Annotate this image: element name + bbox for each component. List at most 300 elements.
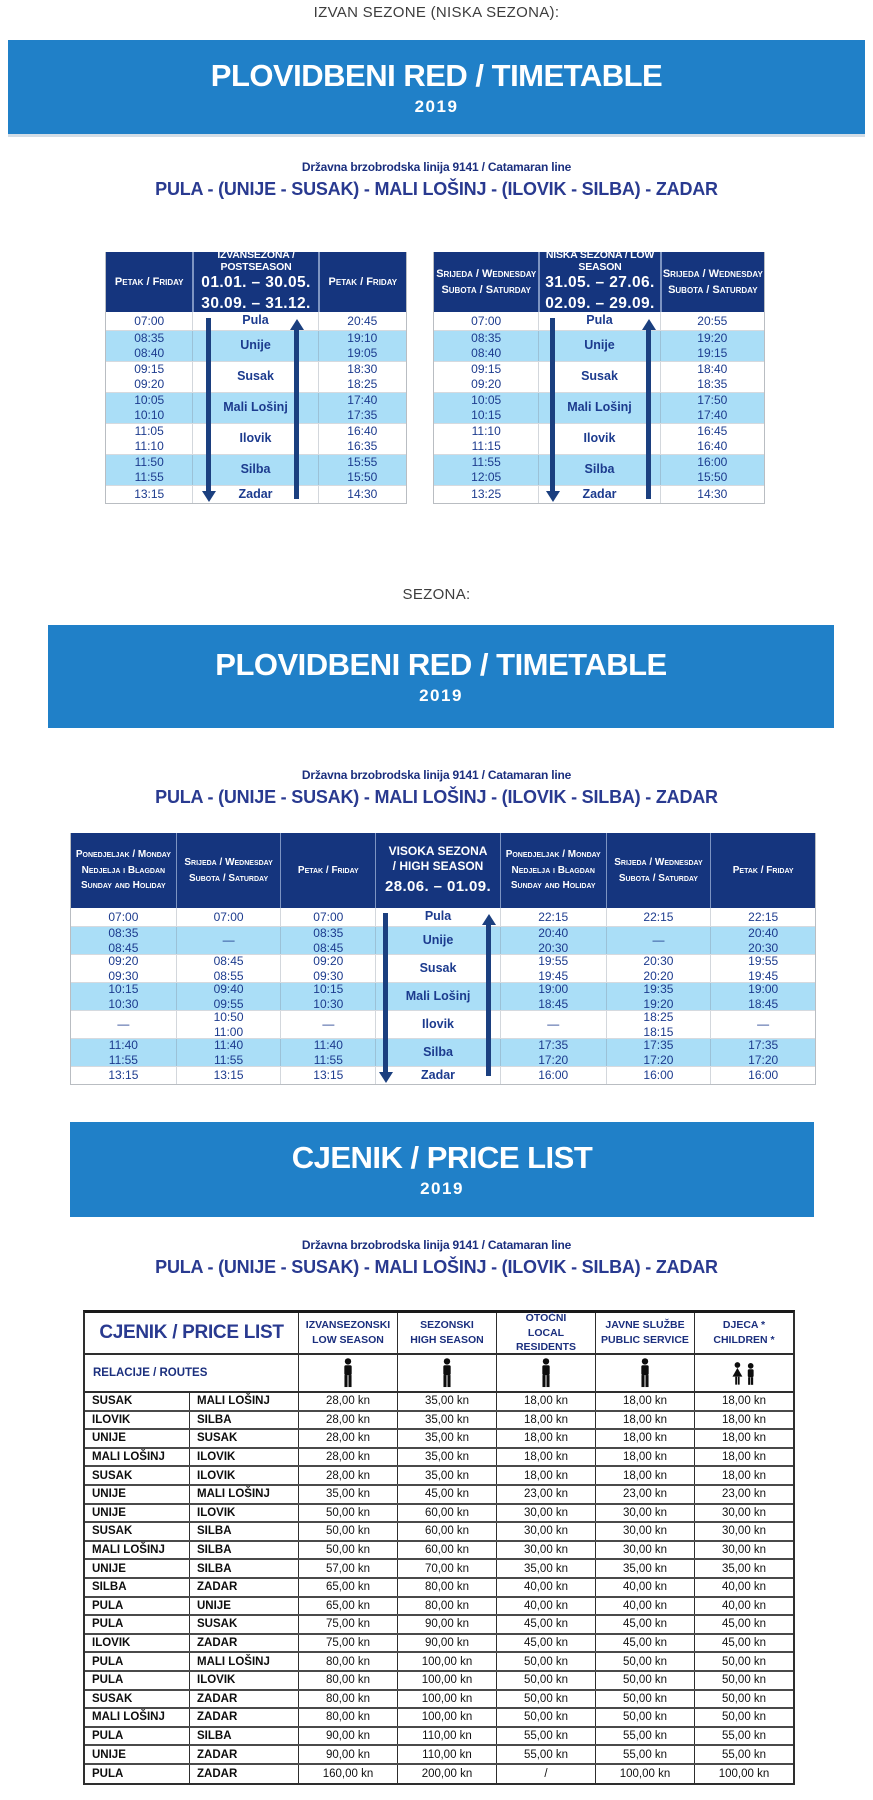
category-children xyxy=(694,1313,793,1353)
price-value: 45,00 kn xyxy=(595,1635,694,1652)
price-value: 65,00 kn xyxy=(298,1598,397,1615)
price-value: 30,00 kn xyxy=(595,1505,694,1522)
price-value: 35,00 kn xyxy=(397,1412,496,1429)
price-row xyxy=(85,1579,793,1598)
route-from: UNIJE xyxy=(92,1506,126,1519)
return-times xyxy=(710,908,815,926)
route-to: SILBA xyxy=(189,1412,298,1429)
time-value: 17:20 xyxy=(748,1052,779,1067)
route-to: MALI LOŠINJ xyxy=(189,1393,298,1410)
price-value: 18,00 kn xyxy=(595,1393,694,1410)
departure-times xyxy=(280,1067,375,1084)
price-value: 40,00 kn xyxy=(496,1598,595,1615)
text-line: LOCAL RESIDENTS xyxy=(515,1326,577,1354)
time-value: 16:00 xyxy=(643,1068,674,1083)
route-from: PULA xyxy=(92,1674,124,1687)
day-header-outbound xyxy=(434,252,538,312)
price-value: 40,00 kn xyxy=(694,1598,793,1615)
time-value: 10:10 xyxy=(134,408,165,422)
timetable-body xyxy=(106,312,406,503)
price-value: 90,00 kn xyxy=(397,1616,496,1633)
time-value: 20:30 xyxy=(643,953,674,968)
departure-times xyxy=(434,393,538,423)
time-value: 16:00 xyxy=(697,455,728,470)
station-cell xyxy=(375,1067,500,1084)
return-times xyxy=(710,955,815,982)
timetable-row xyxy=(71,908,815,926)
station-cell xyxy=(375,1011,500,1038)
route-to: ZADAR xyxy=(189,1765,298,1784)
departure-times xyxy=(176,908,281,926)
departure-times xyxy=(106,486,192,503)
time-value: 16:00 xyxy=(748,1068,779,1083)
time-value: 18:40 xyxy=(697,362,728,377)
time-value: 19:55 xyxy=(748,953,779,968)
price-value: 50,00 kn xyxy=(496,1653,595,1670)
price-value: 75,00 kn xyxy=(298,1635,397,1652)
timetable-body xyxy=(71,908,815,1084)
departure-times xyxy=(106,331,192,361)
price-value: 80,00 kn xyxy=(298,1709,397,1726)
route-from: SUSAK xyxy=(92,1525,133,1538)
price-value: 18,00 kn xyxy=(595,1449,694,1466)
return-times xyxy=(660,331,764,361)
price-value: 50,00 kn xyxy=(595,1672,694,1689)
route-from: SILBA xyxy=(92,1581,127,1594)
departure-times xyxy=(434,424,538,454)
price-value: 18,00 kn xyxy=(694,1393,793,1410)
text-line: PUBLIC SERVICE xyxy=(601,1334,689,1346)
station-name: Susak xyxy=(581,369,618,384)
timetable-header xyxy=(434,249,764,312)
text-line: LOW SEASON xyxy=(312,1334,384,1346)
return-times xyxy=(500,1039,606,1066)
price-value: 50,00 kn xyxy=(595,1691,694,1708)
station-name: Zadar xyxy=(582,486,617,501)
price-row xyxy=(85,1412,793,1431)
offseason-heading: IZVAN SEZONE (NISKA SEZONA): xyxy=(313,4,560,21)
time-value: 09:40 xyxy=(213,981,244,996)
price-value: 30,00 kn xyxy=(595,1542,694,1559)
timetable-row xyxy=(106,454,406,485)
routes-label: RELACIJE / ROUTES xyxy=(93,1367,208,1379)
price-value: 30,00 kn xyxy=(496,1505,595,1522)
route-title: PULA - (UNIJE - SUSAK) - MALI LOŠINJ - (ILOVIK - SILBA) - ZADAR xyxy=(155,1257,718,1277)
timetable-row xyxy=(71,982,815,1010)
price-value: 23,00 kn xyxy=(595,1486,694,1503)
price-row xyxy=(85,1523,793,1542)
departure-times xyxy=(176,983,281,1010)
price-row xyxy=(85,1728,793,1747)
route-to: SILBA xyxy=(189,1542,298,1559)
time-value: — xyxy=(652,933,665,948)
route-from: ILOVIK xyxy=(92,1637,131,1650)
text-line: HIGH SEASON xyxy=(410,1334,484,1346)
time-value: 07:00 xyxy=(213,909,244,924)
route-from: PULA xyxy=(92,1768,124,1781)
banner-title: CJENIK / PRICE LIST xyxy=(291,1140,593,1175)
price-value: 50,00 kn xyxy=(694,1672,793,1689)
time-value: 19:55 xyxy=(538,953,569,968)
price-row xyxy=(85,1449,793,1468)
station-name: Silba xyxy=(584,462,615,477)
timetable-row xyxy=(71,1038,815,1066)
time-value: 17:20 xyxy=(643,1052,674,1067)
time-value: 14:30 xyxy=(697,487,728,502)
timetable-row xyxy=(434,312,764,330)
time-value: 17:50 xyxy=(697,393,728,408)
time-value: 09:20 xyxy=(313,953,344,968)
time-value: 08:40 xyxy=(471,346,502,360)
text-line: DJECA * xyxy=(722,1319,766,1332)
price-value: 70,00 kn xyxy=(397,1560,496,1577)
time-value: 13:15 xyxy=(213,1068,244,1083)
season-header xyxy=(538,249,659,312)
departure-times xyxy=(176,1067,281,1084)
station-name: Mali Lošinj xyxy=(223,400,288,415)
time-value: 09:20 xyxy=(134,377,165,391)
text-line: SEZONSKI xyxy=(420,1319,474,1332)
price-value: 55,00 kn xyxy=(595,1728,694,1745)
price-value: 80,00 kn xyxy=(298,1653,397,1670)
station-cell xyxy=(375,1039,500,1066)
station-cell xyxy=(375,955,500,982)
price-value: 57,00 kn xyxy=(298,1560,397,1577)
price-value: 200,00 kn xyxy=(397,1765,496,1784)
price-row xyxy=(85,1393,793,1412)
station-name: Pula xyxy=(242,313,269,328)
text-line: CHILDREN * xyxy=(713,1334,775,1346)
price-value: 60,00 kn xyxy=(397,1505,496,1522)
time-value: 09:30 xyxy=(108,968,139,983)
time-value: 22:15 xyxy=(748,909,779,924)
station-name: Zadar xyxy=(421,1067,456,1082)
price-row xyxy=(85,1691,793,1710)
route-to: MALI LOŠINJ xyxy=(189,1653,298,1670)
route-to: SILBA xyxy=(189,1728,298,1745)
time-value: 15:50 xyxy=(697,470,728,484)
northbound-arrow xyxy=(294,329,299,499)
time-value: 19:05 xyxy=(347,346,378,360)
price-value: 40,00 kn xyxy=(595,1579,694,1596)
time-value: 09:55 xyxy=(213,996,244,1011)
return-times xyxy=(500,908,606,926)
return-times xyxy=(606,927,711,954)
time-value: 20:45 xyxy=(347,313,378,328)
time-value: 18:30 xyxy=(347,362,378,377)
time-value: 16:35 xyxy=(347,439,378,453)
route-to: ILOVIK xyxy=(189,1505,298,1522)
station-name: Silba xyxy=(423,1044,453,1059)
timetable-header xyxy=(106,249,406,312)
time-value: 07:00 xyxy=(134,313,165,328)
route-from: PULA xyxy=(92,1729,124,1742)
return-times xyxy=(318,393,406,423)
timetable-banner-offseason xyxy=(8,40,865,137)
price-table-header xyxy=(85,1313,793,1355)
price-table-title: CJENIK / PRICE LIST xyxy=(99,1322,284,1343)
category-local-residents xyxy=(496,1313,595,1353)
text-line: 28.06. – 01.09. xyxy=(384,877,492,895)
station-name: Pula xyxy=(586,313,613,328)
time-value: 08:35 xyxy=(471,331,502,346)
return-times xyxy=(606,908,711,926)
route-to: ZADAR xyxy=(189,1709,298,1726)
departure-times xyxy=(176,955,281,982)
return-times xyxy=(660,424,764,454)
return-times xyxy=(660,393,764,423)
time-value: 08:35 xyxy=(313,925,344,940)
price-value: 35,00 kn xyxy=(694,1560,793,1577)
return-times xyxy=(318,424,406,454)
banner-title: PLOVIDBENI RED / TIMETABLE xyxy=(215,647,667,682)
price-value: 100,00 kn xyxy=(397,1672,496,1689)
time-value: 10:05 xyxy=(471,393,502,408)
price-value: 45,00 kn xyxy=(496,1616,595,1633)
price-value: 18,00 kn xyxy=(595,1412,694,1429)
price-value: 110,00 kn xyxy=(397,1728,496,1745)
highseason-timetable xyxy=(70,833,816,1085)
postseason-timetable xyxy=(105,249,407,504)
price-value: 80,00 kn xyxy=(397,1598,496,1615)
price-value: 50,00 kn xyxy=(595,1709,694,1726)
time-value: — xyxy=(757,1017,770,1032)
time-value: 20:40 xyxy=(748,925,779,940)
time-value: 13:15 xyxy=(108,1068,139,1083)
price-row xyxy=(85,1467,793,1486)
price-row xyxy=(85,1542,793,1561)
category-high-season xyxy=(397,1313,496,1353)
price-value: 80,00 kn xyxy=(298,1691,397,1708)
price-row xyxy=(85,1430,793,1449)
departure-times xyxy=(106,393,192,423)
station-name: Unije xyxy=(422,932,454,947)
route-to: ZADAR xyxy=(189,1746,298,1763)
price-value: 18,00 kn xyxy=(496,1412,595,1429)
price-value: 45,00 kn xyxy=(694,1635,793,1652)
text-line: Srijeda / Wednesday xyxy=(184,857,273,868)
time-value: 08:40 xyxy=(134,346,165,360)
price-value: 100,00 kn xyxy=(397,1653,496,1670)
price-value: 100,00 kn xyxy=(397,1709,496,1726)
fare-icon-cell xyxy=(496,1355,595,1391)
southbound-arrow xyxy=(550,318,555,492)
departure-times xyxy=(176,927,281,954)
station-name: Ilovik xyxy=(239,431,272,446)
line-name: Državna brzobrodska linija 9141 / Catamaran line xyxy=(301,1238,572,1252)
time-value: 11:40 xyxy=(214,1037,244,1052)
time-value: 07:00 xyxy=(108,909,139,924)
return-times xyxy=(660,455,764,485)
departure-times xyxy=(280,1011,375,1038)
time-value: 11:55 xyxy=(214,1052,244,1067)
price-value: 50,00 kn xyxy=(298,1542,397,1559)
season-dates xyxy=(545,273,654,315)
price-value: 80,00 kn xyxy=(397,1579,496,1596)
price-value: 35,00 kn xyxy=(298,1486,397,1503)
price-value: 18,00 kn xyxy=(694,1449,793,1466)
time-value: — xyxy=(117,1017,130,1032)
route-to: SUSAK xyxy=(189,1430,298,1447)
price-row xyxy=(85,1486,793,1505)
price-value: 50,00 kn xyxy=(595,1653,694,1670)
price-value: 50,00 kn xyxy=(298,1505,397,1522)
day-header-return xyxy=(318,252,406,312)
price-value: 35,00 kn xyxy=(397,1393,496,1410)
southbound-arrow xyxy=(383,913,388,1073)
time-value: 20:40 xyxy=(538,925,569,940)
departure-times xyxy=(280,927,375,954)
station-name: Zadar xyxy=(238,486,273,501)
time-value: 10:15 xyxy=(313,981,344,996)
timetable-row xyxy=(106,330,406,361)
price-value: 35,00 kn xyxy=(496,1560,595,1577)
timetable-row xyxy=(434,392,764,423)
departure-times xyxy=(434,312,538,330)
line-info-offseason xyxy=(0,160,873,200)
price-value: 55,00 kn xyxy=(694,1746,793,1763)
text-line: Nedjelja i Blagdan xyxy=(511,864,595,876)
route-to: UNIJE xyxy=(189,1598,298,1615)
line-name: Državna brzobrodska linija 9141 / Catamaran line xyxy=(301,160,572,174)
timetable-row xyxy=(434,423,764,454)
banner-title: PLOVIDBENI RED / TIMETABLE xyxy=(210,57,663,93)
text-line: Srijeda / Wednesday xyxy=(662,267,763,280)
return-times xyxy=(660,362,764,392)
price-value: 18,00 kn xyxy=(496,1449,595,1466)
price-value: 50,00 kn xyxy=(496,1672,595,1689)
price-value: 50,00 kn xyxy=(298,1523,397,1540)
return-times xyxy=(660,486,764,503)
northbound-arrow xyxy=(646,329,651,499)
price-value: 75,00 kn xyxy=(298,1616,397,1633)
day-header-monday-return xyxy=(500,833,606,908)
station-name: Ilovik xyxy=(422,1016,454,1031)
price-value: 30,00 kn xyxy=(595,1523,694,1540)
day-header-wednesday-outbound xyxy=(176,833,281,908)
season-label: NISKA SEZONA / LOW SEASON xyxy=(545,249,655,274)
fare-icon-cell xyxy=(298,1355,397,1391)
price-value: 28,00 kn xyxy=(298,1430,397,1447)
timetable-row xyxy=(434,361,764,392)
time-value: 11:55 xyxy=(134,470,164,484)
text-line: Subota / Saturday xyxy=(618,872,698,884)
season-dates xyxy=(385,875,491,897)
price-value: 18,00 kn xyxy=(496,1467,595,1484)
station-cell xyxy=(538,424,659,454)
price-value: / xyxy=(496,1765,595,1784)
text-line: 02.09. – 29.09. xyxy=(545,295,655,312)
timetable-row xyxy=(71,926,815,954)
price-value: 35,00 kn xyxy=(397,1449,496,1466)
text-line: JAVNE SLUŽBE xyxy=(605,1319,685,1332)
price-value: 60,00 kn xyxy=(397,1523,496,1540)
station-name: Silba xyxy=(240,462,271,477)
timetable-header xyxy=(71,833,815,908)
season-header xyxy=(192,249,317,312)
fare-icon-cell xyxy=(595,1355,694,1391)
price-value: 160,00 kn xyxy=(298,1765,397,1784)
departure-times xyxy=(71,1039,176,1066)
time-value: 17:40 xyxy=(697,408,728,422)
price-value: 40,00 kn xyxy=(694,1579,793,1596)
return-times xyxy=(710,1039,815,1066)
departure-times xyxy=(280,1039,375,1066)
time-value: 19:15 xyxy=(697,346,728,360)
season-label xyxy=(389,844,488,875)
route-from: MALI LOŠINJ xyxy=(92,1544,165,1557)
price-value: 65,00 kn xyxy=(298,1579,397,1596)
return-times xyxy=(318,455,406,485)
route-to: ZADAR xyxy=(189,1635,298,1652)
price-value: 90,00 kn xyxy=(298,1746,397,1763)
time-value: 13:25 xyxy=(471,487,502,502)
time-value: 17:35 xyxy=(538,1037,569,1052)
pricelist-banner xyxy=(70,1122,814,1217)
timetable-row xyxy=(71,954,815,982)
route-from: PULA xyxy=(92,1599,124,1612)
time-value: 19:45 xyxy=(748,968,779,983)
price-value: 50,00 kn xyxy=(694,1691,793,1708)
price-row xyxy=(85,1672,793,1691)
return-times xyxy=(606,1067,711,1084)
station-cell xyxy=(375,927,500,954)
price-value: 45,00 kn xyxy=(397,1486,496,1503)
station-name: Unije xyxy=(584,338,615,353)
day-header-return xyxy=(660,252,764,312)
time-value: 19:35 xyxy=(643,981,674,996)
lowseason-timetable xyxy=(433,249,765,504)
route-to: SILBA xyxy=(189,1560,298,1577)
time-value: 20:30 xyxy=(748,940,779,955)
price-table-icons-row xyxy=(85,1355,793,1393)
time-value: 17:20 xyxy=(538,1052,569,1067)
time-value: 18:45 xyxy=(748,996,779,1011)
return-times xyxy=(500,955,606,982)
day-header-wednesday-return xyxy=(606,833,711,908)
timetable-banner-season xyxy=(48,625,834,728)
price-value: 100,00 kn xyxy=(694,1765,793,1784)
time-value: 19:45 xyxy=(538,968,569,983)
departure-times xyxy=(106,362,192,392)
return-times xyxy=(710,927,815,954)
time-value: 18:15 xyxy=(643,1024,674,1039)
adult-icon xyxy=(440,1358,454,1388)
time-value: 19:20 xyxy=(697,331,728,346)
price-row xyxy=(85,1616,793,1635)
departure-times xyxy=(176,1039,281,1066)
time-value: 09:15 xyxy=(134,362,165,377)
price-value: 100,00 kn xyxy=(397,1691,496,1708)
route-to: ZADAR xyxy=(189,1691,298,1708)
return-times xyxy=(318,486,406,503)
price-value: 18,00 kn xyxy=(694,1467,793,1484)
price-value: 18,00 kn xyxy=(496,1430,595,1447)
price-value: 30,00 kn xyxy=(694,1505,793,1522)
return-times xyxy=(500,927,606,954)
return-times xyxy=(660,312,764,330)
time-value: 08:45 xyxy=(108,940,139,955)
route-to: ILOVIK xyxy=(189,1672,298,1689)
price-table-body xyxy=(85,1393,793,1783)
time-value: 22:15 xyxy=(538,909,569,924)
return-times xyxy=(318,312,406,330)
time-value: 11:00 xyxy=(214,1024,244,1039)
text-line: Nedjelja i Blagdan xyxy=(81,864,166,876)
route-from: MALI LOŠINJ xyxy=(92,1451,165,1464)
time-value: 11:40 xyxy=(313,1037,343,1052)
price-value: 55,00 kn xyxy=(595,1746,694,1763)
